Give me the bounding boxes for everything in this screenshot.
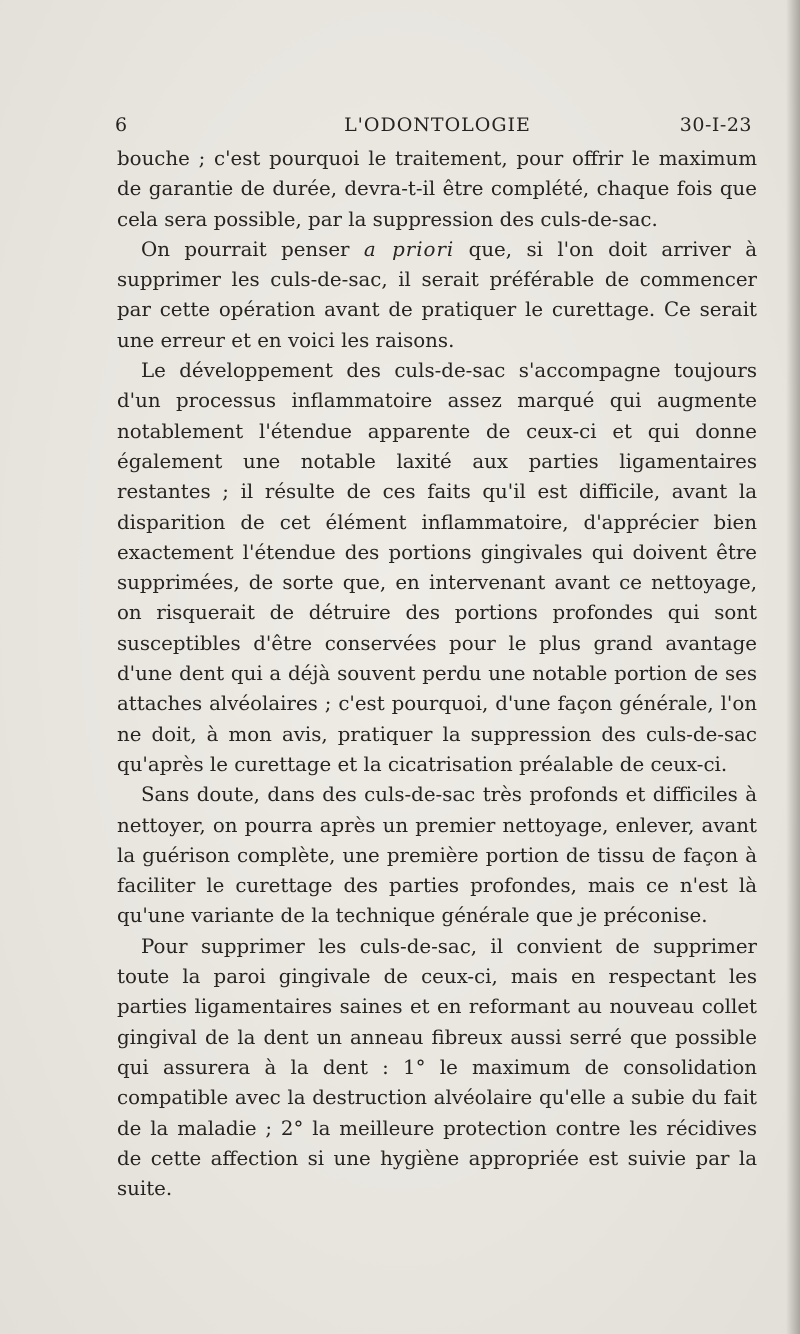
paragraph-2 xyxy=(117,235,757,356)
issue-date: 30-I-23 xyxy=(679,114,752,136)
paragraph-4: Sans doute, dans des culs-de-sac très profonds et difficiles à nettoyer, on pourra après un premier nettoyage, enlever, avant la guérison complète, une première portion de tissu de façon à faciliter le curettage des parties profondes, mais ce n'est là qu'une variante de la technique générale que je préconise. xyxy=(117,783,757,928)
running-title: L'ODONTOLOGIE xyxy=(344,114,531,136)
body-text xyxy=(117,144,757,1204)
running-header xyxy=(115,114,760,138)
page-edge-shadow xyxy=(786,0,800,1334)
paragraph-1: bouche ; c'est pourquoi le traitement, pour offrir le maximum de garantie de durée, devra-t-il être complété, chaque fois que cela sera possible, par la suppression des culs-de-sac. xyxy=(117,147,757,231)
paragraph-2-end: que, si l'on doit arriver à supprimer les culs-de-sac, il serait préférable de commencer par cette opération avant de pratiquer le curettage. Ce serait une erreur et en voici les raisons. xyxy=(117,237,757,352)
latin-phrase: a priori xyxy=(363,237,455,261)
paragraph-5: Pour supprimer les culs-de-sac, il convient de supprimer toute la paroi gingivale de ceux-ci, mais en respectant les parties ligamentaires saines et en reformant au nouveau collet gingival de la dent un anneau fibreux aussi serré que possible qui assurera à la dent : 1° le maximum de consolidation compatible avec la destruction alvéolaire qu'elle a subie du fait de la maladie ; 2° la meilleure protection contre les récidives de cette affection si une hygiène appropriée est suivie par la suite. xyxy=(117,934,757,1201)
page-number: 6 xyxy=(115,114,128,136)
paragraph-2-start: On pourrait penser xyxy=(141,237,364,261)
paragraph-3: Le développement des culs-de-sac s'accompagne toujours d'un processus inflammatoire assez marqué qui augmente notablement l'étendue apparente de ceux-ci et qui donne également une notable laxité aux parties ligamentaires restantes ; il résulte de ces faits qu'il est difficile, avant la disparition de cet élément inflammatoire, d'apprécier bien exactement l'étendue des portions gingivales qui doivent être supprimées, de sorte que, en intervenant avant ce nettoyage, on risquerait de détruire des portions profondes qui sont susceptibles d'être conservées pour le plus grand avantage d'une dent qui a déjà souvent perdu une notable portion de ses attaches alvéolaires ; c'est pourquoi, d'une façon générale, l'on ne doit, à mon avis, pratiquer la suppression des culs-de-sac qu'après le curettage et la cicatrisation préalable de ceux-ci. xyxy=(117,359,757,776)
